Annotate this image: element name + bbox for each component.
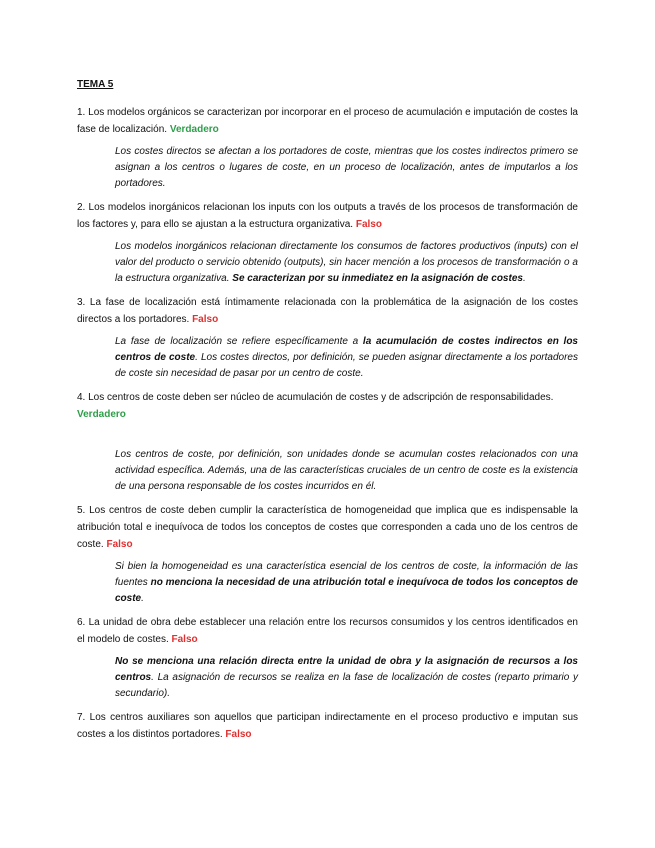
verdict-3: Falso [192,314,219,325]
answer-1: Los costes directos se afectan a los portadores de coste, mientras que los costes indirectos primero se asignan a los centros o lugares de coste, en un proceso de localización, antes de imputarlos a los portadores. [115,146,578,189]
verdict-6: Falso [171,634,198,645]
question-3: 3. La fase de localización está íntimamente relacionada con la problemática de la asignación de los costes directos a los portadores. Falso [77,297,578,325]
question-4: 4. Los centros de coste deben ser núcleo de acumulación de costes y de adscripción de responsabilidades. Verdadero [77,392,554,420]
answer-2: Los modelos inorgánicos relacionan directamente los consumos de factores productivos (inputs) con el valor del producto o servicio obtenido (outputs), sin hacer mención a los procesos de transformación o a la estructura organizativa. Se caracterizan por su inmediatez en la asignación de costes. [115,241,578,284]
verdict-2: Falso [355,219,382,230]
answer-6: No se menciona una relación directa entre la unidad de obra y la asignación de recursos a los centros. La asignación de recursos se realiza en la fase de localización de costes (reparto primario y secundario). [115,656,578,699]
page-title: TEMA 5 [77,79,114,90]
answer-4: Los centros de coste, por definición, son unidades donde se acumulan costes relacionados con una actividad específica. Además, una de las características cruciales de un centro de coste es la existencia de una persona responsable de los costes incurridos en él. [115,449,578,492]
question-7: 7. Los centros auxiliares son aquellos que participan indirectamente en el proceso productivo e imputan sus costes a los distintos portadores. Falso [77,712,578,740]
question-2: 2. Los modelos inorgánicos relacionan los inputs con los outputs a través de los procesos de transformación de los factores y, para ello se ajustan a la estructura organizativa. Falso [77,202,578,230]
question-5: 5. Los centros de coste deben cumplir la característica de homogeneidad que implica que es indispensable la atribución total e inequívoca de todos los conceptos de costes que corresponden a cada uno de los centros de coste. Falso [77,505,578,550]
verdict-5: Falso [106,539,133,550]
question-1: 1. Los modelos orgánicos se caracterizan por incorporar en el proceso de acumulación e imputación de costes la fase de localización. Verdadero [77,107,578,135]
spacer [77,429,578,447]
verdict-1: Verdadero [169,124,219,135]
document-page [77,78,578,749]
answer-5: Si bien la homogeneidad es una característica esencial de los centros de coste, la información de las fuentes no menciona la necesidad de una atribución total e inequívoca de todos los conceptos de coste. [115,561,578,604]
verdict-4: Verdadero [77,409,126,420]
verdict-7: Falso [225,729,252,740]
question-6: 6. La unidad de obra debe establecer una relación entre los recursos consumidos y los centros identificados en el modelo de costes. Falso [77,617,578,645]
answer-3: La fase de localización se refiere específicamente a la acumulación de costes indirectos en los centros de coste. Los costes directos, por definición, se pueden asignar directamente a los portadores de coste sin necesidad de pasar por un centro de coste. [115,336,578,379]
